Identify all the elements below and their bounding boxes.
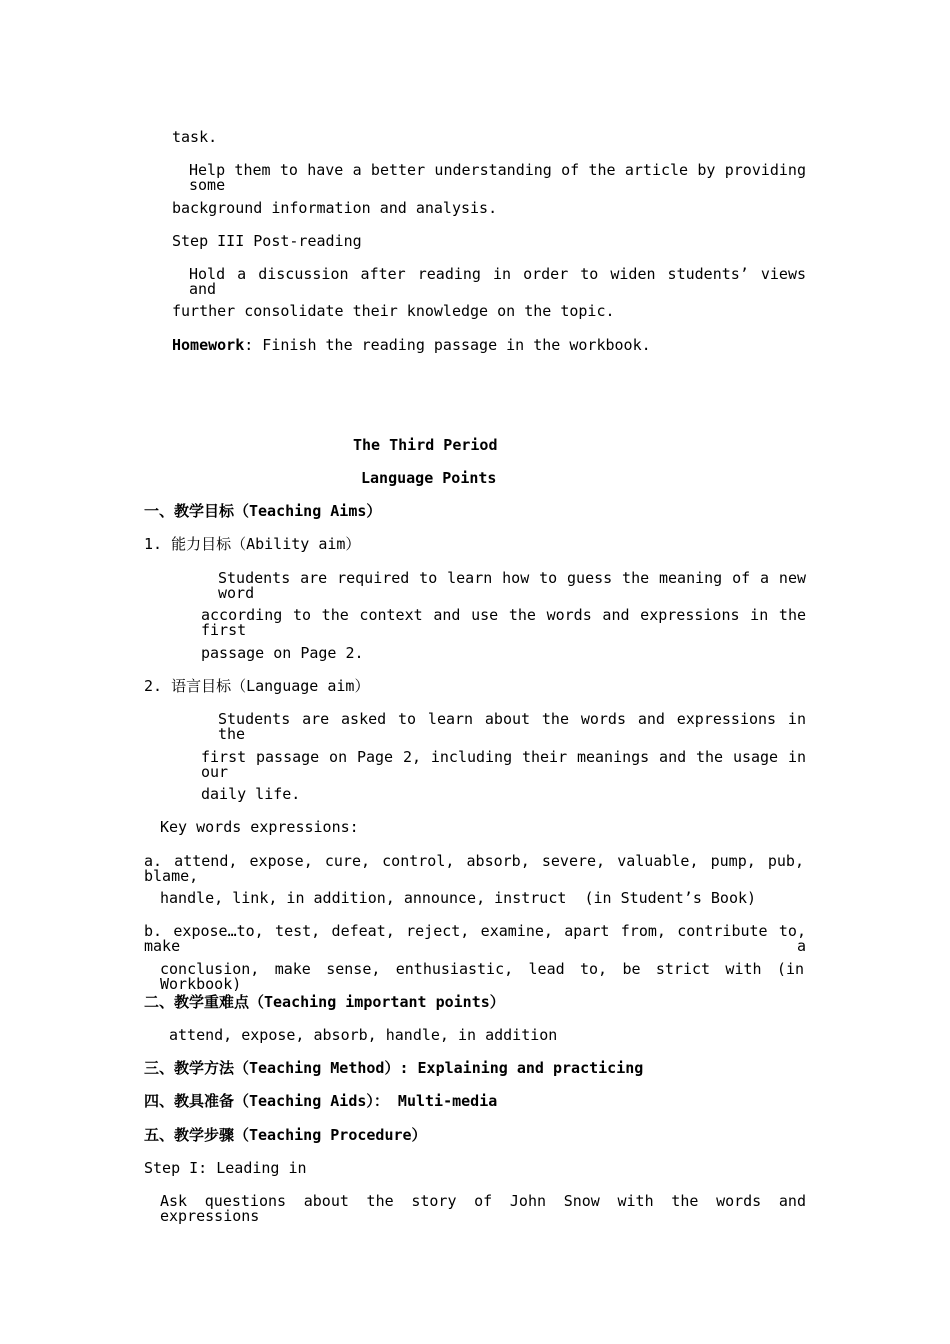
text-line: passage on Page 2. (201, 644, 364, 662)
section-heading-aids: 四、教具准备（Teaching Aids）： Multi-media (144, 1092, 498, 1110)
text-line: according to the context and use the words and expressions in the first (201, 606, 806, 639)
homework-label: Homework (172, 336, 245, 354)
text-line: attend, expose, absorb, handle, in addition (169, 1026, 558, 1044)
step-heading: Step III Post-reading (172, 232, 362, 250)
text-line: conclusion, make sense, enthusiastic, lead to, be strict with (in Workbook) (160, 960, 804, 993)
text-line: daily life. (201, 785, 301, 803)
text-line: task. (172, 128, 218, 146)
text-line: a. attend, expose, cure, control, absorb, severe, valuable, pump, pub, blame, (144, 852, 804, 885)
section-heading-method: 三、教学方法（Teaching Method）: Explaining and practicing (144, 1059, 644, 1077)
text-line: Help them to have a better understanding of the article by providing some (189, 161, 806, 194)
period-title: The Third Period (353, 436, 498, 454)
text-line: first passage on Page 2, including their meanings and the usage in our (201, 748, 806, 781)
text-line: Ask questions about the story of John Snow with the words and expressions (160, 1192, 806, 1225)
text-line: Students are required to learn how to guess the meaning of a new word (218, 569, 806, 602)
section-heading-procedure: 五、教学步骤（Teaching Procedure） (144, 1126, 427, 1144)
step-heading: Step I: Leading in (144, 1159, 307, 1177)
subheading-language: 2. 语言目标（Language aim） (144, 677, 370, 695)
period-subtitle: Language Points (361, 469, 497, 487)
section-heading-points: 二、教学重难点（Teaching important points） (144, 993, 505, 1011)
text-line: b. expose…to, test, defeat, reject, examine, apart from, contribute to, make a (144, 922, 806, 955)
text-line: background information and analysis. (172, 199, 498, 217)
key-words-label: Key words expressions: (160, 818, 359, 836)
text-line: Hold a discussion after reading in order to widen students’ views and (189, 265, 806, 298)
homework-line (172, 338, 651, 353)
text-line: further consolidate their knowledge on the topic. (172, 302, 615, 320)
text-line: Students are asked to learn about the words and expressions in the (218, 710, 806, 743)
homework-text: : Finish the reading passage in the workbook. (244, 336, 651, 354)
text-line: handle, link, in addition, announce, instruct (in Student’s Book) (160, 889, 757, 907)
section-heading-aims: 一、教学目标（Teaching Aims） (144, 502, 382, 520)
subheading-ability: 1. 能力目标（Ability aim） (144, 535, 361, 553)
